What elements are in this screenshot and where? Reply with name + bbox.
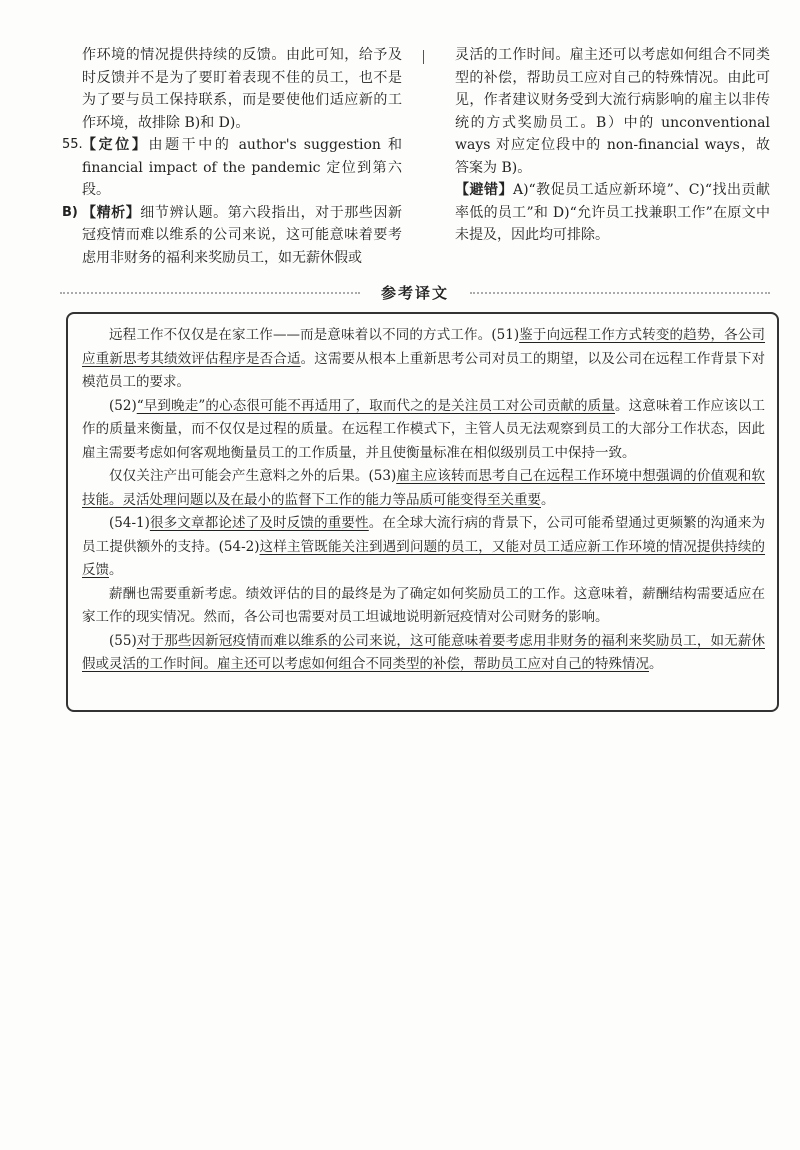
answer-label: B): [62, 204, 78, 220]
translation-paragraph-5: 薪酬也需要重新考虑。绩效评估的目的最终是为了确定如何奖励员工的工作。这意味着，薪酬结构需要适应在家工作的现实情况。然而，各公司也需要对员工坦诚地说明新冠疫情对公司财务的影响。: [82, 585, 765, 625]
text-span: 仅仅关注产出可能会产生意料之外的后果。(53): [109, 468, 397, 484]
analysis-text: 细节辨认题。第六段指出，对于那些因新冠疫情而难以维系的公司来说，这可能意味着要考虑用非财务的福利来奖励员工，如无薪休假或: [82, 204, 403, 266]
avoid-error-paragraph: [455, 179, 770, 247]
left-column: [62, 44, 402, 269]
header-rule-right: [470, 292, 770, 294]
text-span: (55): [109, 632, 137, 649]
underlined-text: 鉴于向远程工作方式转变的趋势，各公司应重新思考其绩效评估程序是否合适: [82, 327, 766, 367]
underlined-text: 雇主应该转而思考自己在远程工作环境中想强调的价值观和软技能。灵活处理问题以及在最小的监督下工作的能力等品质可能变得至关重要: [82, 468, 765, 508]
right-continued-text: 灵活的工作时间。雇主还可以考虑如何组合不同类型的补偿，帮助员工应对自己的特殊情况。由此可见，作者建议财务受到大流行病影响的雇主以非传统的方式奖励员工。B）中的 unconventional ways 对应定位段中的 non-financial ways，故答案为 B)。: [455, 47, 770, 176]
text-span: 。: [109, 562, 123, 578]
text-span: 。这需要从根本上重新思考公司对员工的期望，以及公司在远程工作背景下对模范员工的要求。: [82, 350, 766, 390]
question-55-locate: [62, 134, 402, 202]
text-span: 。这意味着工作应该以工作的质量来衡量，而不仅仅是过程的质量。在远程工作模式下，主管人员无法观察到员工的大部分工作状态，因此雇主需要考虑如何客观地衡量员工的工作质量，并且使衡量标准在相似级别员工中保持一致。: [82, 397, 765, 461]
question-number: 55.: [62, 137, 83, 152]
section-title: 参考译文: [380, 284, 449, 302]
translation-box: [66, 312, 779, 712]
text-span: (54-1): [109, 515, 150, 531]
translation-paragraph-3: [82, 465, 765, 512]
text-span: (52): [109, 397, 137, 414]
translation-paragraph-6: [82, 630, 765, 677]
avoid-error-text: A)“教促员工适应新环境”、C)“找出贡献率低的员工”和 D)“允许员工找兼职工作”在原文中未提及，因此均可排除。: [455, 182, 771, 243]
avoid-error-label: 【避错】: [455, 182, 513, 198]
translation-paragraph-2: [82, 395, 765, 466]
text-span: 。: [649, 656, 663, 672]
analysis-label: 【精析】: [82, 204, 141, 221]
text-span: 。在全球大流行病的背景下，公司可能希望通过更频繁的沟通来为员工提供额外的支持。(54-2): [82, 515, 766, 555]
left-intro-text: 作环境的情况提供持续的反馈。由此可知，给予及时反馈并不是为了要盯着表现不佳的员工，也不是为了要与员工保持联系，而是要使他们适应新的工作环境，故排除 B)和 D)。: [82, 47, 402, 131]
text-span: 。: [541, 491, 555, 508]
underlined-text: 这样主管既能关注到遇到问题的员工，又能对员工适应新工作环境的情况提供持续的反馈: [82, 538, 766, 578]
translation-paragraph-1: [82, 324, 765, 395]
locate-label: 【定位】: [82, 137, 149, 153]
text-span: 远程工作不仅仅是在家工作——而是意味着以不同的方式工作。(51): [109, 327, 520, 343]
underlined-text: 对于那些因新冠疫情而难以维系的公司来说，这可能意味着要考虑用非财务的福利来奖励员工，如无薪休假或灵活的工作时间。雇主还可以考虑如何组合不同类型的补偿，帮助员工应对自己的特殊情况: [82, 632, 765, 672]
right-column: [455, 44, 770, 247]
translation-paragraph-4: [82, 512, 765, 583]
column-divider: [423, 50, 424, 64]
section-header: [60, 280, 770, 306]
underlined-text: “早到晚走”的心态很可能不再适用了，取而代之的是关注员工对公司贡献的质量: [136, 397, 615, 414]
locate-text: 由题干中的 author's suggestion 和 financial impact of the pandemic 定位到第六段。: [82, 137, 403, 198]
underlined-text: 很多文章都论述了及时反馈的重要性: [149, 515, 369, 531]
question-55-analysis: [62, 202, 402, 270]
